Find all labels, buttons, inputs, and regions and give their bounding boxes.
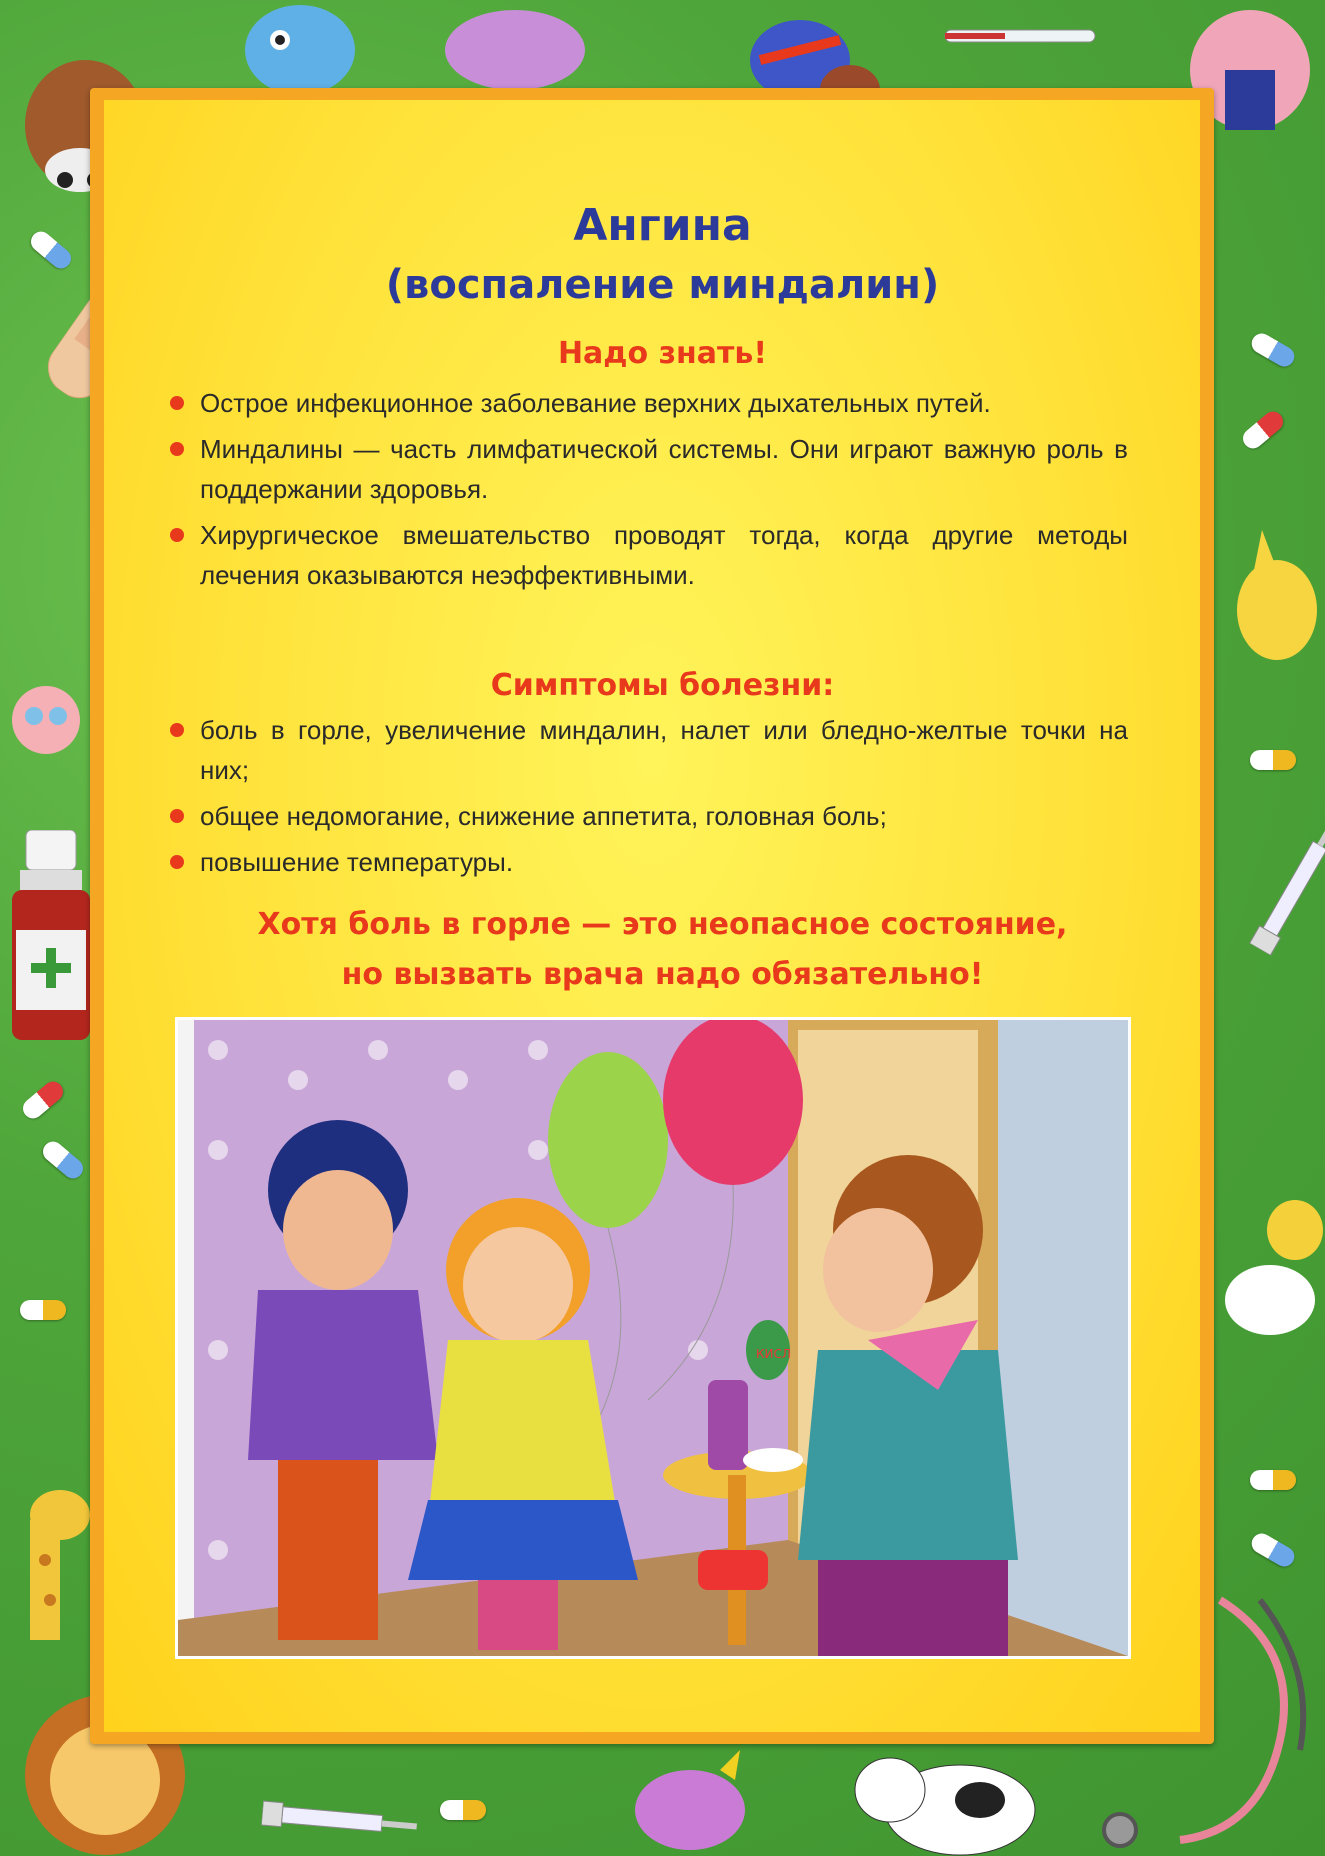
pill-icon: [20, 1300, 66, 1320]
page-title: Ангина: [573, 200, 752, 251]
warning-line-2: но вызвать врача надо обязательно!: [341, 957, 984, 992]
symptoms-list: [170, 710, 1128, 888]
fox-icon: [1232, 520, 1322, 670]
pill-icon: [440, 1800, 486, 1820]
warning-line-1: Хотя боль в горле — это неопасное состояние,: [257, 907, 1068, 942]
page-subtitle: (воспаление миндалин): [385, 262, 940, 308]
know-heading: Надо знать!: [557, 336, 768, 371]
dolphin-icon: [620, 1740, 760, 1856]
list-item: Хирургическое вмешательство проводят тогда, когда другие методы лечения оказываются неэффективными.: [170, 515, 1128, 595]
can-label: КИСЛ: [756, 1347, 791, 1361]
swan-icon: [1215, 1180, 1325, 1350]
know-list: [170, 383, 1128, 601]
pill-icon: [1250, 1470, 1296, 1490]
pill-icon: [1250, 750, 1296, 770]
hippo-icon: [440, 0, 590, 100]
list-item: повышение температуры.: [170, 842, 1128, 882]
list-item: боль в горле, увеличение миндалин, налет или бледно-желтые точки на них;: [170, 710, 1128, 790]
children-illustration: [178, 1020, 1128, 1656]
cow-icon: [840, 1730, 1040, 1856]
list-item: Острое инфекционное заболевание верхних дыхательных путей.: [170, 383, 1128, 423]
thermometer-icon: [935, 16, 1105, 56]
list-item: Миндалины — часть лимфатической системы. Они играют важную роль в поддержании здоровья.: [170, 429, 1128, 509]
list-item: общее недомогание, снижение аппетита, головная боль;: [170, 796, 1128, 836]
symptoms-heading: Симптомы болезни:: [490, 668, 835, 703]
